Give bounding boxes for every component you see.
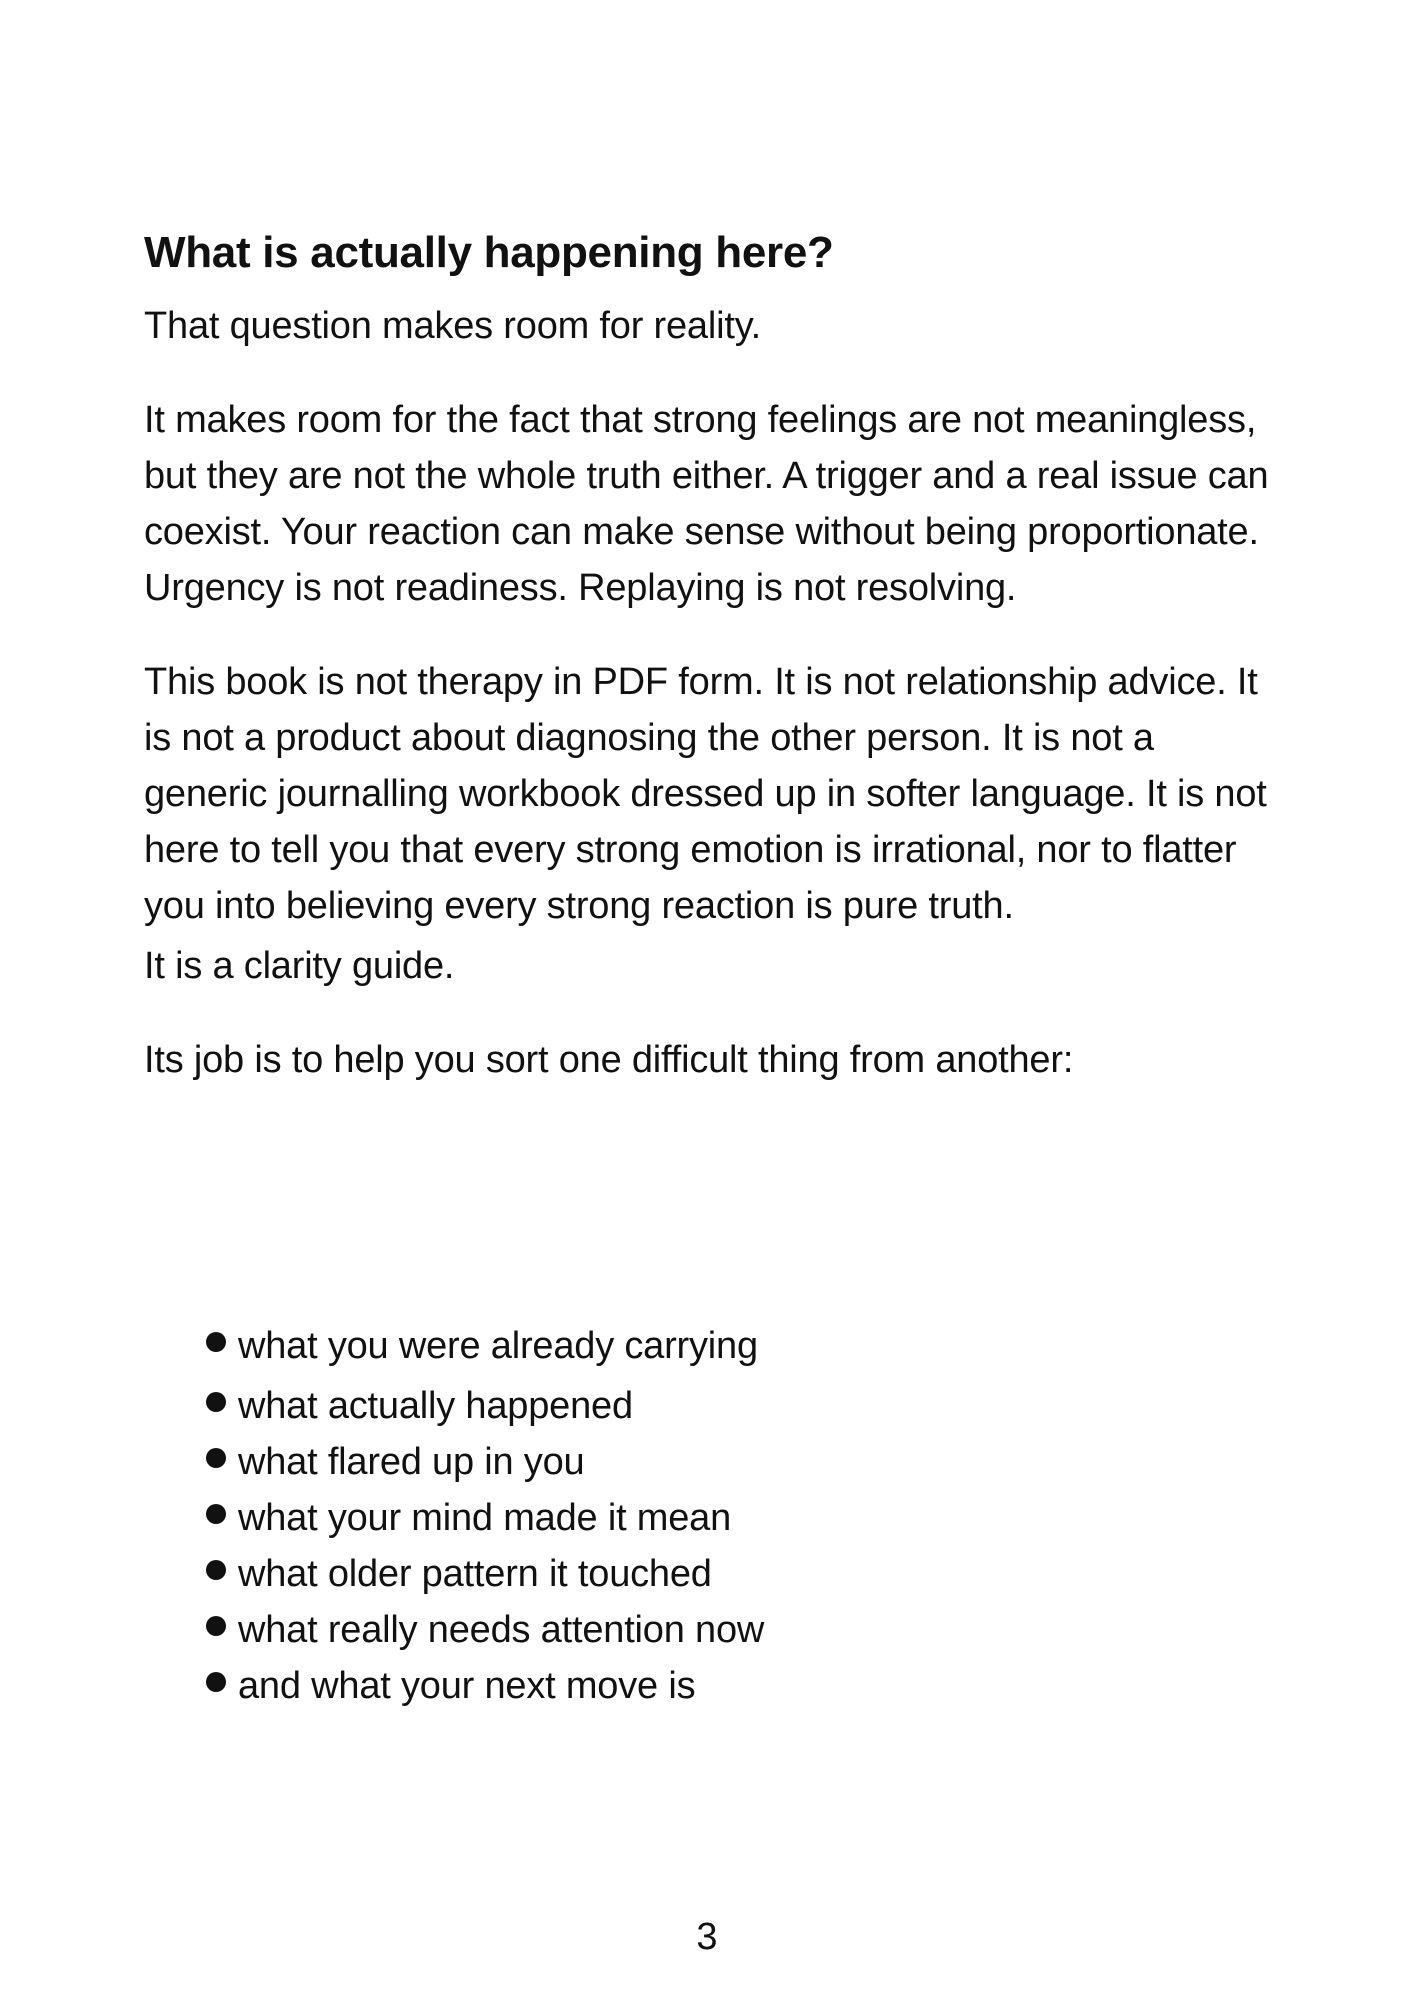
list-item	[206, 1378, 1206, 1434]
list-item-text: and what your next move is	[238, 1665, 696, 1707]
list-item-text: what older pattern it touched	[238, 1553, 712, 1595]
bullet-dot-icon	[206, 1448, 226, 1468]
list-item	[206, 1658, 1206, 1714]
paragraph-feelings: It makes room for the fact that strong feelings are not meaningless, but they are not the whole truth either. A trigger and a real issue can coexist. Your reaction can make sense without being proportionate. Urgency is not readiness. Replaying is not resolving.	[144, 399, 1269, 609]
bullet-dot-icon	[206, 1560, 226, 1580]
page-number: 3	[696, 1916, 718, 1958]
bullet-dot-icon	[206, 1332, 226, 1352]
paragraph-clarity-guide: It is a clarity guide.	[144, 945, 455, 987]
paragraph-what-book-is-not: This book is not therapy in PDF form. It is not relationship advice. It is not a product about diagnosing the other person. It is not a generic journalling workbook dressed up in softer language. It is not here to tell you that every strong emotion is irrational, nor to flatter you into believing every strong reaction is pure truth.	[144, 661, 1267, 927]
bullet-dot-icon	[206, 1672, 226, 1692]
paragraph-intro: That question makes room for reality.	[144, 305, 762, 347]
bullet-dot-icon	[206, 1616, 226, 1636]
list-item-text: what you were already carrying	[238, 1325, 758, 1367]
list-item	[206, 1318, 1206, 1374]
list-item	[206, 1546, 1206, 1602]
list-item	[206, 1602, 1206, 1658]
bullet-list	[144, 1318, 1206, 1714]
bullet-dot-icon	[206, 1504, 226, 1524]
list-item	[206, 1434, 1206, 1490]
list-item-text: what your mind made it mean	[238, 1497, 732, 1539]
paragraph-job: Its job is to help you sort one difficult thing from another:	[144, 1039, 1074, 1081]
section-heading: What is actually happening here?	[144, 228, 834, 277]
bullet-dot-icon	[206, 1392, 226, 1412]
list-item-text: what flared up in you	[238, 1441, 585, 1483]
list-item	[206, 1490, 1206, 1546]
list-item-text: what actually happened	[238, 1385, 633, 1427]
list-item-text: what really needs attention now	[238, 1609, 765, 1651]
page-content	[144, 226, 1284, 1088]
